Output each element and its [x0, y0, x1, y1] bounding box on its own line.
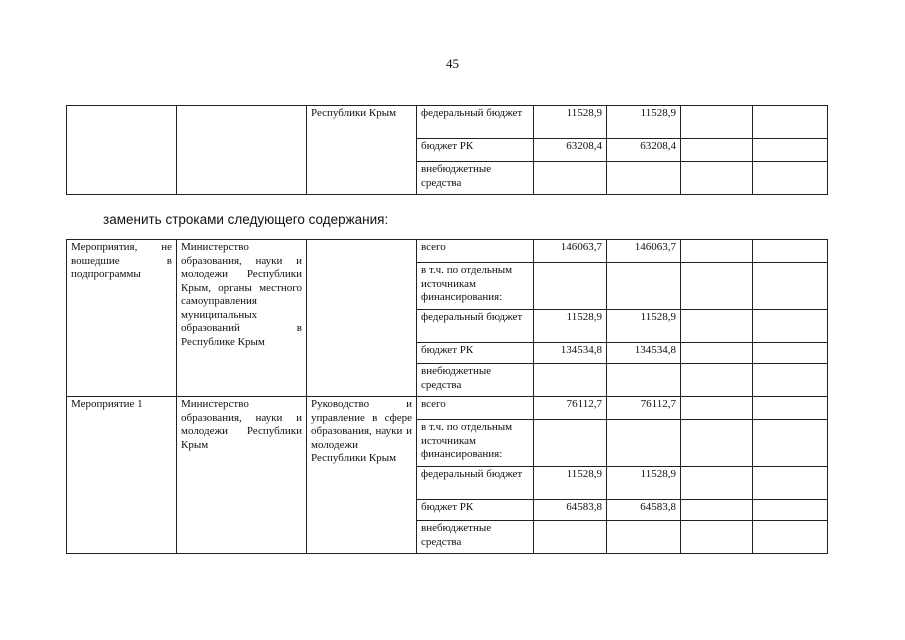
cell-empty	[681, 139, 753, 162]
cell-source: бюджет РК	[417, 500, 534, 521]
cell-value: 76112,7	[534, 397, 607, 420]
cell-value	[534, 364, 607, 397]
cell-source: в т.ч. по отдельным источникам финансирования:	[417, 263, 534, 310]
cell-value: 134534,8	[534, 343, 607, 364]
cell-empty	[67, 106, 177, 195]
cell-value	[534, 521, 607, 554]
cell-empty	[753, 343, 828, 364]
cell-value: 11528,9	[534, 467, 607, 500]
cell-value: 76112,7	[607, 397, 681, 420]
table-row	[67, 106, 828, 139]
cell-value	[607, 162, 681, 195]
table-before	[66, 105, 828, 195]
cell-value: 11528,9	[607, 106, 681, 139]
cell-value: 134534,8	[607, 343, 681, 364]
cell-source: федеральный бюджет	[417, 467, 534, 500]
table-row	[67, 240, 828, 263]
cell-value	[607, 364, 681, 397]
cell-source: федеральный бюджет	[417, 106, 534, 139]
cell-empty	[681, 521, 753, 554]
cell-empty	[753, 467, 828, 500]
cell-source: бюджет РК	[417, 139, 534, 162]
cell-empty	[753, 521, 828, 554]
cell-value	[607, 521, 681, 554]
cell-empty	[681, 397, 753, 420]
cell-empty	[753, 139, 828, 162]
cell-value: 64583,8	[607, 500, 681, 521]
cell-value	[534, 162, 607, 195]
cell-empty	[681, 263, 753, 310]
cell-value: 64583,8	[534, 500, 607, 521]
cell-program: Руководство и управление в сфере образования, науки и молодежи Республики Крым	[307, 397, 417, 554]
cell-empty	[753, 240, 828, 263]
cell-source: в т.ч. по отдельным источникам финансирования:	[417, 420, 534, 467]
cell-executor: Министерство образования, науки и молодежи Республики Крым, органы местного самоуправления муниципальных образований в Республике Крым	[177, 240, 307, 397]
cell-empty	[753, 162, 828, 195]
cell-empty	[681, 240, 753, 263]
cell-empty	[681, 106, 753, 139]
cell-value: 11528,9	[534, 106, 607, 139]
cell-empty	[681, 420, 753, 467]
cell-empty	[681, 162, 753, 195]
cell-value: 146063,7	[607, 240, 681, 263]
cell-program: Республики Крым	[307, 106, 417, 195]
cell-value	[534, 263, 607, 310]
cell-source: бюджет РК	[417, 343, 534, 364]
cell-empty	[753, 420, 828, 467]
cell-value: 11528,9	[534, 310, 607, 343]
cell-empty	[753, 310, 828, 343]
cell-empty	[177, 106, 307, 195]
cell-source: федеральный бюджет	[417, 310, 534, 343]
cell-empty	[681, 310, 753, 343]
cell-empty	[753, 263, 828, 310]
cell-source: всего	[417, 240, 534, 263]
table-after	[66, 239, 828, 554]
cell-value: 11528,9	[607, 467, 681, 500]
intro-text: заменить строками следующего содержания:	[103, 212, 389, 227]
cell-empty	[681, 343, 753, 364]
cell-empty	[753, 500, 828, 521]
cell-value	[607, 420, 681, 467]
cell-value	[607, 263, 681, 310]
cell-activity-name: Мероприятия, не вошедшие в подпрограммы	[67, 240, 177, 397]
cell-value: 63208,4	[607, 139, 681, 162]
cell-empty	[753, 106, 828, 139]
cell-source: внебюджетные средства	[417, 364, 534, 397]
cell-value: 63208,4	[534, 139, 607, 162]
cell-empty	[681, 467, 753, 500]
cell-source: всего	[417, 397, 534, 420]
cell-empty	[753, 364, 828, 397]
cell-executor: Министерство образования, науки и молодежи Республики Крым	[177, 397, 307, 554]
cell-value: 146063,7	[534, 240, 607, 263]
cell-source: внебюджетные средства	[417, 162, 534, 195]
table-row	[67, 397, 828, 420]
cell-empty	[681, 364, 753, 397]
cell-empty	[681, 500, 753, 521]
cell-source: внебюджетные средства	[417, 521, 534, 554]
cell-empty	[307, 240, 417, 397]
page-number: 45	[446, 56, 459, 71]
cell-empty	[753, 397, 828, 420]
cell-activity-name: Мероприятие 1	[67, 397, 177, 554]
cell-value	[534, 420, 607, 467]
cell-value: 11528,9	[607, 310, 681, 343]
